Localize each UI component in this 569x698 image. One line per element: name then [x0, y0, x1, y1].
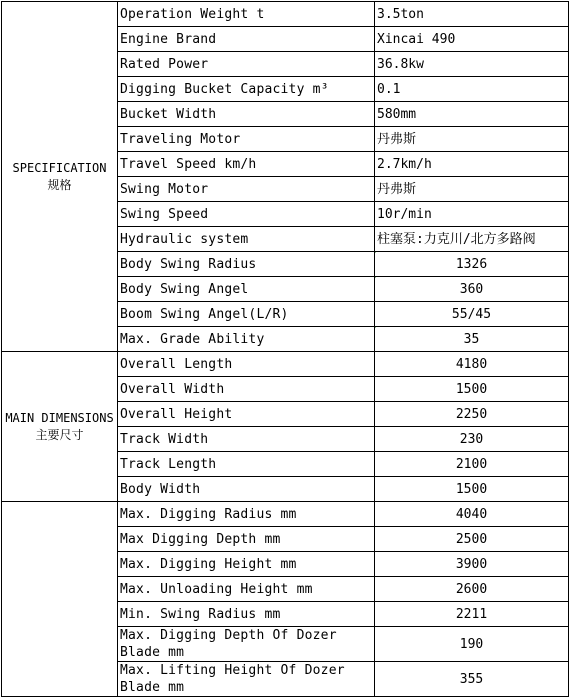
- table-row: [2, 352, 569, 377]
- table-row: [2, 502, 569, 527]
- row-label: Operation Weight t: [118, 2, 375, 27]
- row-value: [375, 252, 569, 277]
- row-label: Overall Width: [118, 377, 375, 402]
- row-label: Overall Height: [118, 402, 375, 427]
- row-label: Traveling Motor: [118, 127, 375, 152]
- row-value: 36.8kw: [375, 52, 569, 77]
- row-value: 580mm: [375, 102, 569, 127]
- row-value: 2211: [375, 602, 569, 627]
- group-specification: SPECIFICATION 规格: [2, 2, 118, 352]
- row-label: Engine Brand: [118, 27, 375, 52]
- row-label: Overall Length: [118, 352, 375, 377]
- row-label: Body Swing Radius: [118, 252, 375, 277]
- row-value: 4180: [375, 352, 569, 377]
- row-value: 1500: [375, 377, 569, 402]
- row-label: Hydraulic system: [118, 227, 375, 252]
- row-label: Swing Speed: [118, 202, 375, 227]
- row-value: 4040: [375, 502, 569, 527]
- row-label: Boom Swing Angel(L/R): [118, 302, 375, 327]
- row-value: 0.1: [375, 77, 569, 102]
- row-value: [375, 327, 569, 352]
- row-label: Max. Digging Depth Of Dozer Blade mm: [118, 627, 375, 662]
- row-value: 55/45: [375, 302, 569, 327]
- row-value: 2250: [375, 402, 569, 427]
- spec-table: [1, 1, 569, 697]
- row-value: 355: [375, 662, 569, 697]
- row-label: Max. Unloading Height mm: [118, 577, 375, 602]
- row-label: Body Width: [118, 477, 375, 502]
- row-value: 1500: [375, 477, 569, 502]
- group-working-range: [2, 502, 118, 697]
- row-value: 柱塞泵:力克川/北方多路阀: [375, 227, 569, 252]
- row-value: 2.7km/h: [375, 152, 569, 177]
- row-label: Max Digging Depth mm: [118, 527, 375, 552]
- row-label: Rated Power: [118, 52, 375, 77]
- row-value: 3900: [375, 552, 569, 577]
- row-label: Max. Lifting Height Of Dozer Blade mm: [118, 662, 375, 697]
- row-value: 丹弗斯: [375, 177, 569, 202]
- row-value: 230: [375, 427, 569, 452]
- row-label: Digging Bucket Capacity m³: [118, 77, 375, 102]
- cell-marker-icon: [375, 327, 379, 328]
- row-value: 2600: [375, 577, 569, 602]
- row-value-text: 35: [463, 331, 480, 347]
- row-value-text: 360: [459, 281, 484, 297]
- row-value: 190: [375, 627, 569, 662]
- row-value: 2500: [375, 527, 569, 552]
- row-label: Swing Motor: [118, 177, 375, 202]
- row-label: Body Swing Angel: [118, 277, 375, 302]
- group-main-dimensions: MAIN DIMENSIONS 主要尺寸: [2, 352, 118, 502]
- row-label: Track Length: [118, 452, 375, 477]
- row-label: Max. Digging Radius mm: [118, 502, 375, 527]
- row-label: Min. Swing Radius mm: [118, 602, 375, 627]
- table-row: [2, 2, 569, 27]
- cell-marker-icon: [375, 252, 379, 253]
- row-value: [375, 277, 569, 302]
- row-value: 2100: [375, 452, 569, 477]
- row-value: Xincai 490: [375, 27, 569, 52]
- cell-marker-icon: [375, 277, 379, 278]
- row-label: Travel Speed km/h: [118, 152, 375, 177]
- row-value: 丹弗斯: [375, 127, 569, 152]
- row-value-text: 1326: [455, 256, 488, 272]
- row-value: 3.5ton: [375, 2, 569, 27]
- row-label: Max. Grade Ability: [118, 327, 375, 352]
- row-value: 10r/min: [375, 202, 569, 227]
- row-label: Track Width: [118, 427, 375, 452]
- row-label: Bucket Width: [118, 102, 375, 127]
- row-label: Max. Digging Height mm: [118, 552, 375, 577]
